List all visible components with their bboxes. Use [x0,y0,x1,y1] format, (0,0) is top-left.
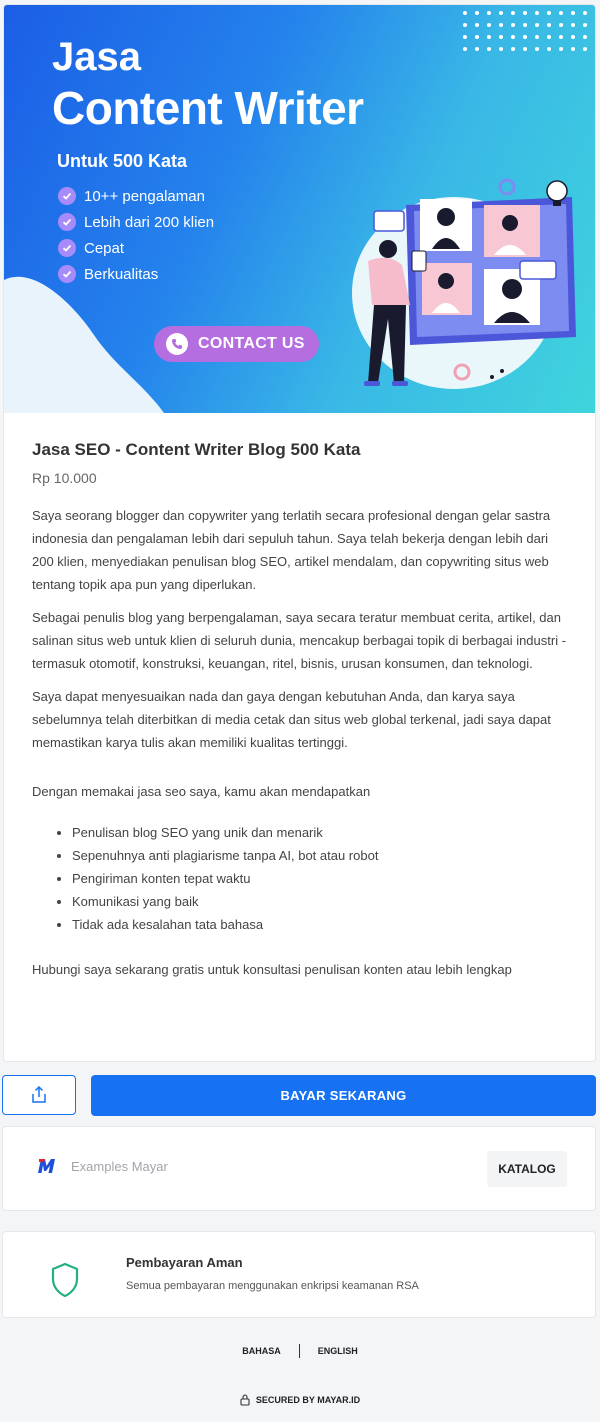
benefit-list [72,821,567,936]
benefit-item: • Sepenuhnya anti plagiarisme tanpa AI, bot atau robot [72,844,567,867]
share-icon [31,1086,47,1104]
secured-by-badge [0,1394,600,1406]
banner-feature-item [58,261,214,287]
closing-paragraph: Hubungi saya sekarang gratis untuk konsultasi penulisan konten atau lebih lengkap [32,962,512,977]
banner-title-line1: Jasa [52,35,141,79]
benefit-item: • Komunikasi yang baik [72,890,567,913]
seller-card [2,1126,596,1211]
description-paragraph: Saya seorang blogger dan copywriter yang terlatih secara profesional dengan gelar sastra indonesia dan pengalaman lebih dari sepuluh tahun. Saya telah bekerja dengan lebih dari 200 klien, menyediakan penulisan blog SEO, artikel mendalam, dan copywriting situs web tentang topik apa pun yang diperlukan. [32,508,551,592]
dots-pattern-icon [461,7,589,55]
banner-feature-label: Berkualitas [84,265,159,283]
check-icon [58,265,76,283]
check-icon [58,239,76,257]
banner-feature-item [58,235,214,261]
benefit-item: • Pengiriman konten tepat waktu [72,867,567,890]
katalog-button[interactable]: KATALOG [487,1151,567,1187]
description-paragraph: Saya dapat menyesuaikan nada dan gaya dengan kebutuhan Anda, dan karya saya sebelumnya telah diterbitkan di media cetak dan situs web global terkenal, jadi saya dapat memastikan karya tulis akan memiliki kualitas tertinggi. [32,689,551,750]
secure-payment-title: Pembayaran Aman [126,1255,243,1270]
pay-now-button[interactable]: BAYAR SEKARANG [91,1075,596,1116]
description-paragraph: Dengan memakai jasa seo saya, kamu akan mendapatkan [32,784,371,799]
product-description [32,504,567,981]
banner-subtitle: Untuk 500 Kata [57,151,188,171]
description-paragraph: Sebagai penulis blog yang berpengalaman, saya secara teratur membuat cerita, artikel, dan salinan situs web untuk klien di seluruh dunia, mencakup berbagai topik di berbagai industri - termasuk otomotif, konstruksi, keuangan, ritel, bisnis, urusan konsumen, dan teknologi. [32,610,567,671]
product-card [3,4,596,1062]
video-call-illustration [344,165,584,395]
secured-by-label: SECURED BY MAYAR.ID [255,1395,361,1405]
banner-feature-item [58,183,214,209]
contact-us-button[interactable] [154,326,319,362]
shield-icon [50,1262,80,1298]
secure-payment-text: Semua pembayaran menggunakan enkripsi keamanan RSA [126,1280,419,1292]
banner-title-line2: Content Writer [52,82,364,134]
benefit-item: • Tidak ada kesalahan tata bahasa [72,913,567,936]
language-option-english[interactable]: ENGLISH [317,1346,358,1356]
product-price: Rp 10.000 [32,470,97,486]
language-switcher [0,1344,600,1358]
share-button[interactable] [2,1075,76,1115]
language-divider [299,1344,300,1358]
banner-feature-label: Lebih dari 200 klien [84,213,215,231]
language-label: BAHASA [242,1346,281,1356]
banner-feature-list [58,183,214,287]
seller-name[interactable]: Examples Mayar [71,1159,168,1174]
check-icon [58,213,76,231]
mayar-logo-icon[interactable] [37,1157,59,1175]
banner-feature-label: Cepat [84,239,125,257]
benefit-item: • Penulisan blog SEO yang unik dan menarik [72,821,567,844]
secure-payment-card [2,1231,596,1318]
lock-icon [240,1394,250,1406]
product-banner [4,5,596,413]
phone-icon [166,333,188,355]
banner-feature-label: 10++ pengalaman [84,187,205,205]
check-icon [58,187,76,205]
product-title: Jasa SEO - Content Writer Blog 500 Kata [32,440,361,459]
product-info [4,413,595,981]
contact-us-label: CONTACT US [198,335,305,352]
banner-feature-item [58,209,214,235]
